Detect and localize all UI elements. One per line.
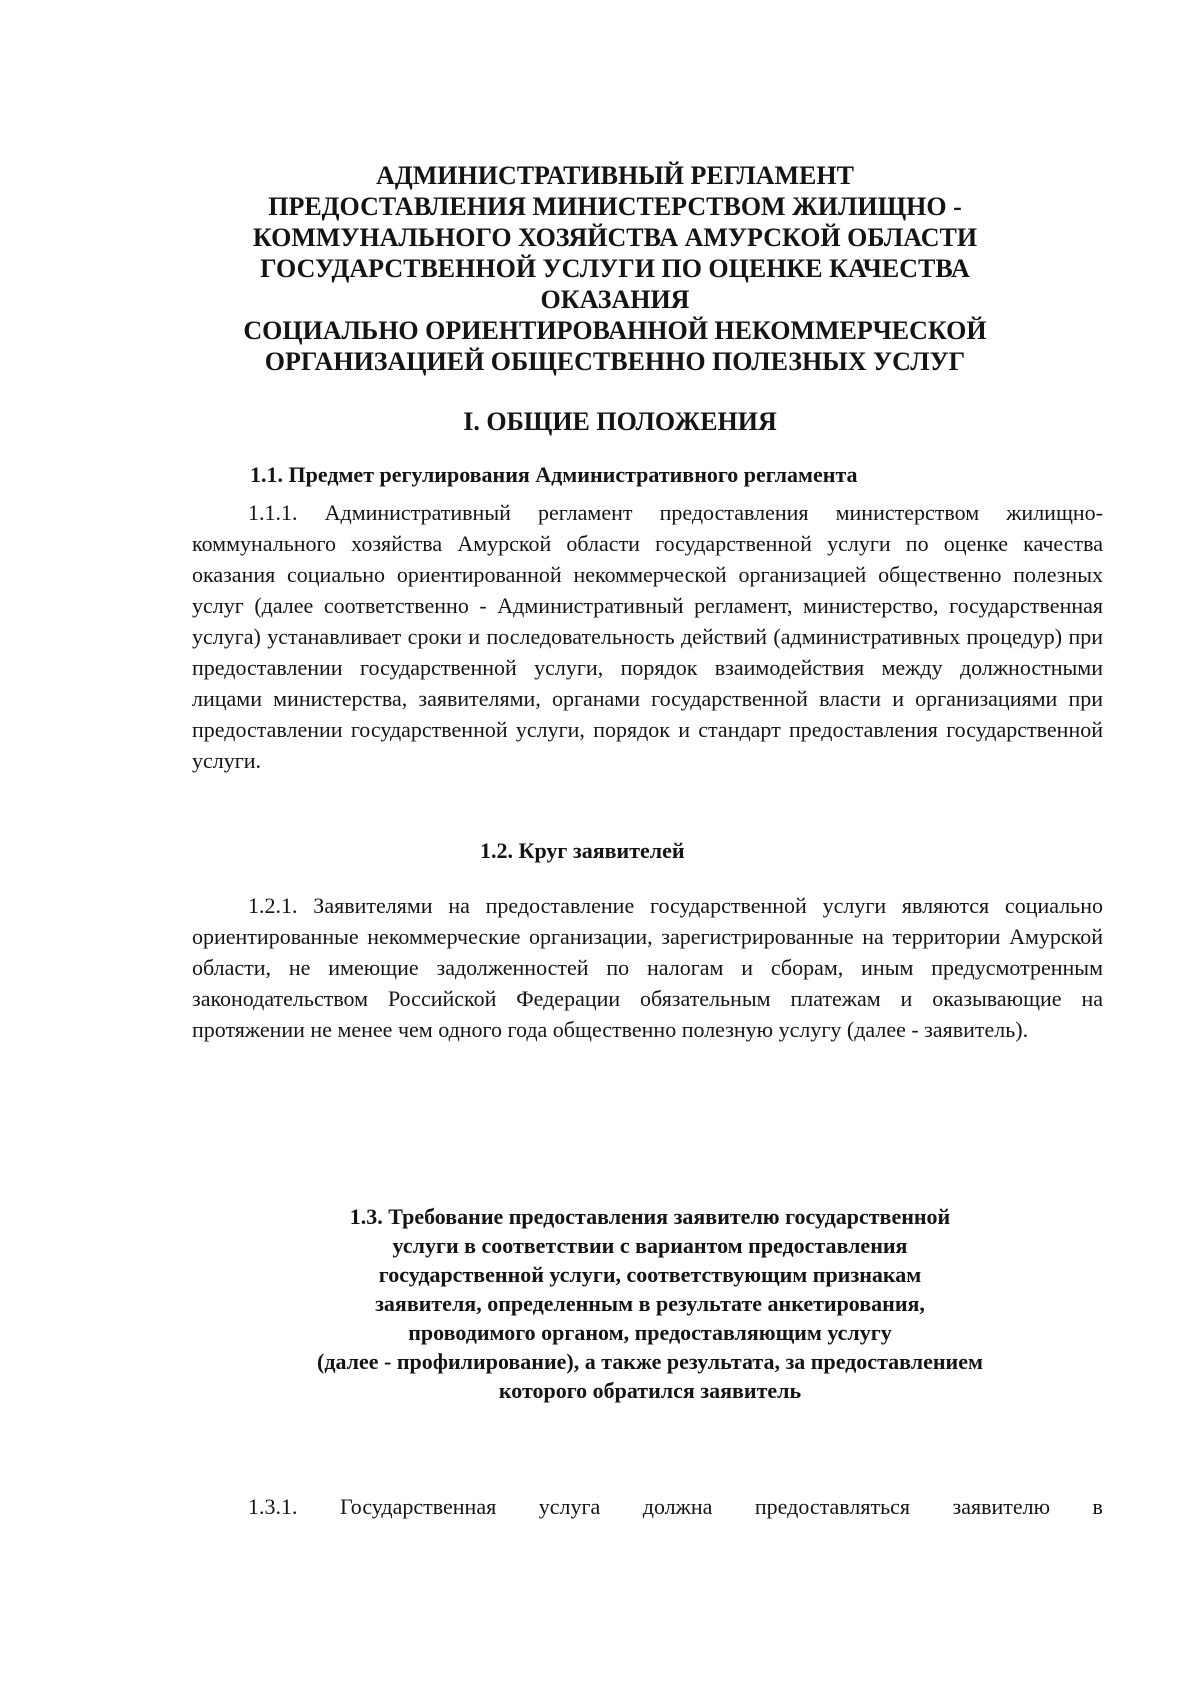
paragraph-1-3-1-start [248, 1494, 1103, 1520]
heading-line: (далее - профилирование), а также результата, за предоставлением [317, 1349, 983, 1374]
subsection-heading-1-1: 1.1. Предмет регулирования Административного регламента [250, 462, 858, 487]
word: предоставляться [754, 1494, 911, 1519]
word: 1.3.1. [248, 1494, 298, 1519]
paragraph-1-2-1: 1.2.1. Заявителями на предоставление государственной услуги являются социально ориентированные некоммерческие организации, зарегистрированные на территории Амурской области, не имеющие задолженностей по налогам и сборам, иным предусмотренным законодательством Российской Федерации обязательным платежам и оказывающие на протяжении не менее чем одного года общественно полезную услугу (далее - заявитель). [192, 893, 1103, 1042]
heading-line: которого обратился заявитель [498, 1378, 802, 1403]
title-line: ОКАЗАНИЯ [540, 285, 690, 314]
word: услуга [538, 1494, 601, 1519]
word: Государственная [340, 1494, 497, 1519]
subsection-heading-1-3 [190, 1202, 1110, 1405]
heading-line: государственной услуги, соответствующим признакам [378, 1262, 922, 1287]
heading-line: 1.3. Требование предоставления заявителю государственной [349, 1204, 951, 1229]
document-title [230, 160, 1000, 377]
word: в [1092, 1494, 1103, 1519]
title-line: АДМИНИСТРАТИВНЫЙ РЕГЛАМЕНТ [376, 161, 854, 190]
heading-line: заявителя, определенным в результате анкетирования, [375, 1291, 925, 1316]
paragraph-1-1-1: 1.1.1. Административный регламент предоставления министерством жилищно-коммунального хозяйства Амурской области государственной услуги по оценке качества оказания социально ориентированной некоммерческой организацией общественно полезных услуг (далее соответственно - Административный регламент, министерство, государственная услуга) устанавливает сроки и последовательность действий (административных процедур) при предоставлении государственной услуги, порядок взаимодействия между должностными лицами министерства, заявителями, органами государственной власти и организациями при предоставлении государственной услуги, порядок и стандарт предоставления государственной услуги. [192, 500, 1103, 773]
word: заявителю [952, 1494, 1051, 1519]
section-heading-general: I. ОБЩИЕ ПОЛОЖЕНИЯ [463, 407, 777, 436]
heading-line: проводимого органом, предоставляющим услугу [408, 1320, 892, 1345]
subsection-heading-1-2: 1.2. Круг заявителей [480, 838, 685, 863]
title-line: ГОСУДАРСТВЕННОЙ УСЛУГИ ПО ОЦЕНКЕ КАЧЕСТВА [260, 254, 970, 283]
title-line: ПРЕДОСТАВЛЕНИЯ МИНИСТЕРСТВОМ ЖИЛИЩНО - [268, 192, 962, 221]
word: должна [642, 1494, 713, 1519]
title-line: КОММУНАЛЬНОГО ХОЗЯЙСТВА АМУРСКОЙ ОБЛАСТИ [252, 223, 978, 252]
title-line: ОРГАНИЗАЦИЕЙ ОБЩЕСТВЕННО ПОЛЕЗНЫХ УСЛУГ [264, 347, 966, 376]
title-line: СОЦИАЛЬНО ОРИЕНТИРОВАННОЙ НЕКОММЕРЧЕСКОЙ [243, 316, 987, 345]
heading-line: услуги в соответствии с вариантом предоставления [392, 1233, 908, 1258]
